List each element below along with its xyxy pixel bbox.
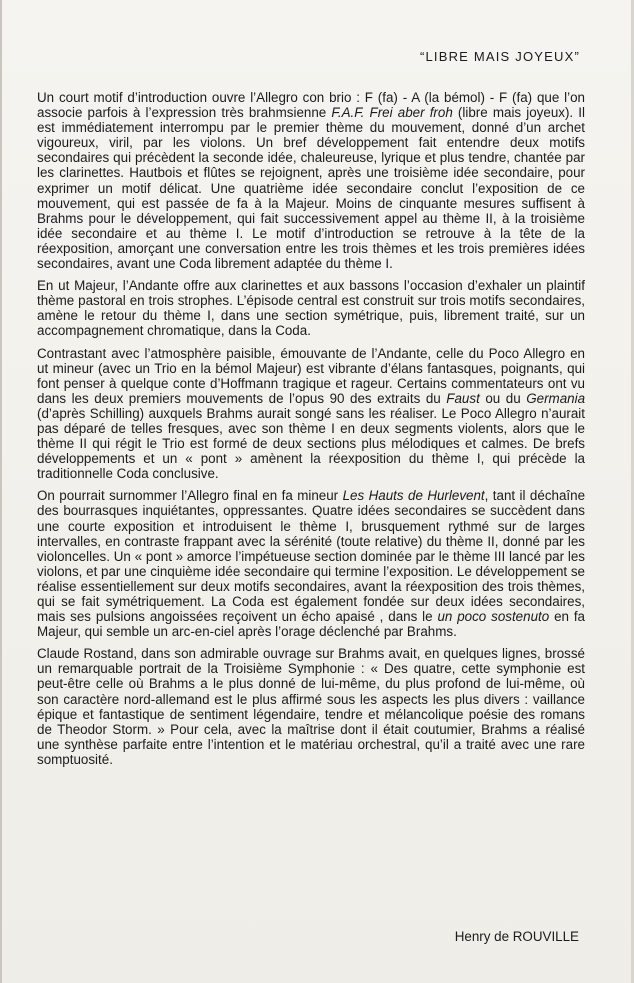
paragraph-2 (37, 278, 585, 338)
text-run: Contrastant avec l’atmosphère paisible, émouvante de l’Andante, celle du Poco Allegro en ut mineur (avec un Trio en la bémol Majeur) est vibrante d’élans fantasques, poignants, qui font penser à quelque conte d’Hoffmann tragique et rageur. Certains commentateurs ont vu dans les deux premiers mouvements de l’opus 90 des extraits du (37, 345, 585, 406)
article-body (37, 90, 585, 774)
italic-run: Faust (446, 390, 480, 406)
author-signature: Henry de ROUVILLE (454, 929, 579, 944)
paragraph-3 (37, 346, 585, 482)
text-run: (d’après Schilling) auxquels Brahms aurait songé sans les réaliser. Le Poco Allegro n’aurait pas déparé de telles fresques, avec son thème I en deux segments violents, alors que le thème II qui régit le Trio est formé de deux sections plus mélodiques et calmes. De brefs développements et un « pont » amènent la réexposition du thème I, qui précède la traditionnelle Coda conclusive. (37, 405, 585, 482)
italic-run: un poco sostenuto (437, 609, 550, 625)
text-run: ou du (479, 390, 527, 406)
page-edge-left (0, 0, 2, 983)
paragraph-1 (37, 90, 585, 271)
italic-run: Germania (526, 390, 586, 406)
paragraph-5 (37, 646, 585, 767)
page-heading: “LIBRE MAIS JOYEUX” (419, 49, 580, 64)
italic-run: Les Hauts de Hurlevent (342, 488, 485, 504)
text-run: En ut Majeur, l’Andante offre aux clarinettes et aux bassons l’occasion d’exhaler un plaintif thème pastoral en trois strophes. L’épisode central est construit sur trois motifs secondaires, amène le retour du thème I, dans une section symétrique, puis, librement traité, sur un accompagnement chromatique, dans la Coda. (37, 278, 585, 339)
italic-run: F.A.F. Frei aber froh (331, 105, 453, 121)
text-run: On pourrait surnommer l’Allegro final en fa mineur (37, 488, 343, 504)
paragraph-4 (37, 488, 585, 639)
text-run: Un court motif d’introduction ouvre l’Allegro con brio : F (fa) - A (la bémol) - F (fa) que l’on associe parfois à l’expression très brahmsienne (37, 90, 585, 121)
text-run: (libre mais joyeux). Il est immédiatement interrompu par le premier thème du mouvement, donné d’un archet vigoureux, viril, par les violons. Un bref développement fait entendre deux motifs secondaires qui précèdent la seconde idée, chaleureuse, lyrique et plus tendre, chantée par les clarinettes. Hautbois et flûtes se rejoignent, après une troisième idée secondaire, pour exprimer un motif délicat. Une quatrième idée secondaire conclut l’exposition de ce mouvement, qui est passée de fa à la Majeur. Moins de cinquante mesures suffisent à Brahms pour le développement, qui fait successivement appel au thème II, à la troisième idée secondaire et au thème I. Le motif d’introduction se retrouve à la tête de la réexposition, amorçant une conversation entre les trois thèmes et les trois premières idées secondaires, avant une Coda librement adaptée du thème I. (37, 105, 585, 272)
text-run: en fa Majeur, qui semble un arc-en-ciel après l’orage déclenché par Brahms. (37, 609, 586, 640)
text-run: Claude Rostand, dans son admirable ouvrage sur Brahms avait, en quelques lignes, brossé un remarquable portrait de la Troisième Symphonie : « Des quatre, cette symphonie est peut-être celle où Brahms a le plus donné de lui-même, du plus profond de lui-même, où son caractère nord-allemand est le plus affirmé sous les aspects les plus divers : vaillance épique et fantastique de sentiment légendaire, tendre et mélancolique poésie des romans de Theodor Storm. » Pour cela, avec la maîtrise dont il était coutumier, Brahms a réalisé une synthèse parfaite entre l’intention et le matériau orchestral, qu’il a traité avec une rare somptuosité. (37, 646, 585, 767)
text-run: , tant il déchaîne des bourrasques inquiétantes, oppressantes. Quatre idées secondaires se succèdent dans une courte exposition et introduisent le thème I, brusquement rythmé sur de larges intervalles, en contraste frappant avec la sérénité (toute relative) du thème II, donné par les violoncelles. Un « pont » amorce l’impétueuse section dominée par le thème III lancé par les violons, et par une cinquième idée secondaire qui termine l’exposition. Le développement se réalise essentiellement sur deux motifs secondaires, avant la réexposition des trois thèmes, qui se fait symétriquement. La Coda est également fondée sur deux idées secondaires, mais ses pulsions angoissées reçoivent un écho apaisé , dans le (37, 488, 586, 625)
